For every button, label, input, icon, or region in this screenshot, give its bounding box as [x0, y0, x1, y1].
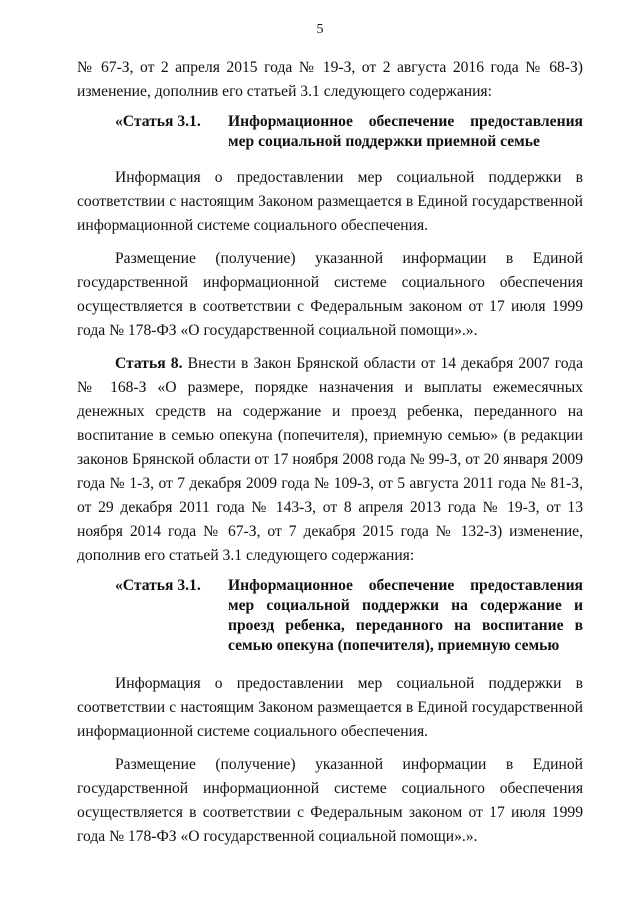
paragraph-3: Размещение (получение) указанной информации в Единой государственной информационной системе социального обеспечения осуществляется в соответствии с Федеральным законом от 17 июля 1999 года № 178-ФЗ «О государственной социальной помощи».».	[77, 250, 583, 339]
article-heading-2-title: Информационное обеспечение предоставления мер социальной поддержки на содержание и проезд ребенка, переданного на воспитание в семью опекуна (попечителя), приемную семью	[228, 577, 583, 654]
article-8-label: Статья 8.	[115, 355, 183, 372]
article-heading-1-number: «Статья 3.1.	[115, 113, 201, 130]
article-heading-1	[77, 112, 583, 152]
paragraph-6: Размещение (получение) указанной информации в Единой государственной информационной системе социального обеспечения осуществляется в соответствии с Федеральным законом от 17 июля 1999 года № 178-ФЗ «О государственной социальной помощи».».	[77, 756, 583, 845]
article-8-text: Внести в Закон Брянской области от 14 декабря 2007 года № 168-З «О размере, порядке назначения и выплаты ежемесячных денежных средств на содержание и проезд ребенка, переданного на воспитание в семью опекуна (попечителя), приемную семью» (в редакции законов Брянской области от 17 ноября 2008 года № 99-З, от 20 января 2009 года № 1-З, от 7 декабря 2009 года № 109-З, от 5 августа 2011 года № 81-З, от 29 декабря 2011 года № 143-З, от 8 апреля 2013 года № 19-З, от 13 ноября 2014 года № 67-З, от 7 декабря 2015 года № 132-З) изменение, дополнив его статьей 3.1 следующего содержания:	[77, 355, 583, 564]
page-number: 5	[316, 22, 324, 37]
paragraph-2: Информация о предоставлении мер социальной поддержки в соответствии с настоящим Законом размещается в Единой государственной информационной системе социального обеспечения.	[77, 169, 583, 234]
paragraph-5: Информация о предоставлении мер социальной поддержки в соответствии с настоящим Законом размещается в Единой государственной информационной системе социального обеспечения.	[77, 675, 583, 740]
article-heading-1-title: Информационное обеспечение предоставления мер социальной поддержки приемной семье	[228, 113, 583, 150]
document-body	[77, 56, 583, 849]
paragraph-4	[77, 352, 583, 568]
article-heading-2	[77, 576, 583, 656]
paragraph-1: № 67-З, от 2 апреля 2015 года № 19-З, от 2 августа 2016 года № 68-З) изменение, дополнив его статьей 3.1 следующего содержания:	[77, 59, 583, 100]
article-heading-2-number: «Статья 3.1.	[115, 577, 201, 594]
